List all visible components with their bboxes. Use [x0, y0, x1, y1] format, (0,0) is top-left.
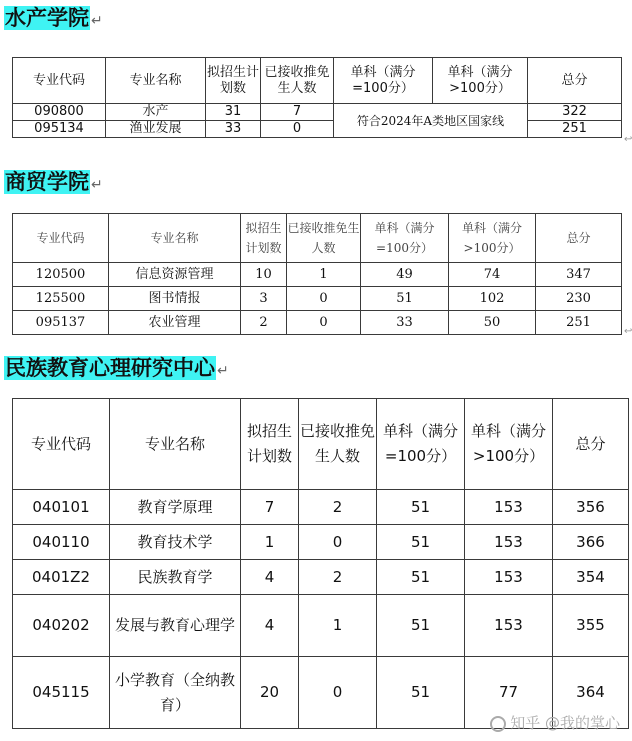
cell-plan: 1	[241, 525, 299, 560]
header-name: 专业名称	[106, 58, 206, 104]
table-header-row	[13, 214, 622, 263]
watermark	[490, 712, 620, 733]
cell-tuimian: 0	[287, 311, 361, 335]
paragraph-mark: ↵	[91, 177, 103, 193]
cell-tuimian: 0	[299, 525, 377, 560]
cell-total: 366	[553, 525, 629, 560]
table-end-mark: ↩	[624, 134, 632, 145]
cell-name: 渔业发展	[106, 121, 206, 138]
cell-tuimian: 0	[287, 287, 361, 311]
cell-single-gt100: 153	[465, 525, 553, 560]
paragraph-mark: ↵	[91, 13, 103, 29]
cell-code: 040202	[13, 595, 110, 657]
header-code: 专业代码	[13, 58, 106, 104]
cell-single-gt100: 50	[449, 311, 536, 335]
header-plan: 拟招生计划数	[206, 58, 261, 104]
cell-total: 354	[553, 560, 629, 595]
header-tuimian: 已接收推免生人数	[299, 399, 377, 490]
cell-single-100: 51	[377, 595, 465, 657]
table-row	[13, 263, 622, 287]
cell-total: 356	[553, 490, 629, 525]
header-name: 专业名称	[110, 399, 241, 490]
watermark-text: 知乎 @我的掌心	[510, 714, 620, 732]
section-title: 水产学院	[5, 6, 89, 30]
cell-total: 347	[536, 263, 622, 287]
cell-name: 信息资源管理	[109, 263, 241, 287]
header-total: 总分	[528, 58, 622, 104]
header-single-gt100: 单科（满分>100分）	[449, 214, 536, 263]
cell-single-100: 51	[377, 525, 465, 560]
cell-plan: 2	[241, 311, 287, 335]
cell-single-gt100: 74	[449, 263, 536, 287]
cell-total: 364	[553, 657, 629, 729]
cell-plan: 33	[206, 121, 261, 138]
cell-single-100: 33	[361, 311, 449, 335]
cell-code: 040110	[13, 525, 110, 560]
header-single-100: 单科（满分=100分）	[377, 399, 465, 490]
cell-plan: 7	[241, 490, 299, 525]
cell-single-gt100: 77	[465, 657, 553, 729]
cell-single-100: 49	[361, 263, 449, 287]
cell-single-gt100: 153	[465, 490, 553, 525]
table-row	[13, 287, 622, 311]
table-row	[13, 121, 622, 138]
header-single-gt100: 单科（满分>100分）	[465, 399, 553, 490]
cell-tuimian: 0	[261, 121, 334, 138]
cell-name: 水产	[106, 104, 206, 121]
table-header-row	[13, 58, 622, 104]
cell-tuimian: 7	[261, 104, 334, 121]
cell-plan: 10	[241, 263, 287, 287]
cell-code: 125500	[13, 287, 109, 311]
header-tuimian: 已接收推免生人数	[261, 58, 334, 104]
cell-tuimian: 1	[287, 263, 361, 287]
cell-merged-note: 符合2024年A类地区国家线	[334, 104, 528, 138]
cell-tuimian: 1	[299, 595, 377, 657]
cell-name: 发展与教育心理学	[110, 595, 241, 657]
cell-total: 230	[536, 287, 622, 311]
cell-code: 040101	[13, 490, 110, 525]
section-heading-minzu	[4, 353, 229, 383]
cell-total: 322	[528, 104, 622, 121]
paragraph-mark: ↵	[217, 363, 229, 379]
cell-single-100: 51	[377, 490, 465, 525]
cell-name: 小学教育（全纳教育）	[110, 657, 241, 729]
table-row	[13, 311, 622, 335]
cell-tuimian: 2	[299, 490, 377, 525]
zhihu-logo-icon	[490, 716, 506, 732]
table-row	[13, 595, 629, 657]
table-row	[13, 560, 629, 595]
table-row	[13, 104, 622, 121]
cell-name: 图书情报	[109, 287, 241, 311]
admission-table-shangmao	[12, 213, 622, 335]
header-plan: 拟招生计划数	[241, 399, 299, 490]
table-row	[13, 525, 629, 560]
header-code: 专业代码	[13, 399, 110, 490]
cell-plan: 3	[241, 287, 287, 311]
table-row	[13, 490, 629, 525]
header-code: 专业代码	[13, 214, 109, 263]
section-title: 民族教育心理研究中心	[5, 356, 215, 380]
cell-single-100: 51	[377, 560, 465, 595]
table-end-mark: ↩	[624, 326, 632, 337]
header-single-100: 单科（满分=100分）	[361, 214, 449, 263]
cell-total: 355	[553, 595, 629, 657]
cell-code: 095134	[13, 121, 106, 138]
cell-code: 095137	[13, 311, 109, 335]
cell-name: 民族教育学	[110, 560, 241, 595]
cell-code: 0401Z2	[13, 560, 110, 595]
cell-name: 教育学原理	[110, 490, 241, 525]
header-name: 专业名称	[109, 214, 241, 263]
section-heading-shuichan	[4, 3, 103, 33]
cell-single-100: 51	[377, 657, 465, 729]
header-single-100: 单科（满分=100分）	[334, 58, 433, 104]
header-tuimian: 已接收推免生人数	[287, 214, 361, 263]
cell-name: 农业管理	[109, 311, 241, 335]
section-title: 商贸学院	[5, 170, 89, 194]
admission-table-shuichan	[12, 57, 622, 138]
cell-tuimian: 0	[299, 657, 377, 729]
cell-single-gt100: 153	[465, 560, 553, 595]
section-heading-shangmao	[4, 167, 103, 197]
cell-plan: 4	[241, 595, 299, 657]
header-plan: 拟招生计划数	[241, 214, 287, 263]
cell-code: 045115	[13, 657, 110, 729]
cell-total: 251	[528, 121, 622, 138]
cell-total: 251	[536, 311, 622, 335]
cell-code: 090800	[13, 104, 106, 121]
cell-single-100: 51	[361, 287, 449, 311]
table-header-row	[13, 399, 629, 490]
cell-tuimian: 2	[299, 560, 377, 595]
header-single-gt100: 单科（满分>100分）	[433, 58, 528, 104]
cell-code: 120500	[13, 263, 109, 287]
header-total: 总分	[536, 214, 622, 263]
cell-plan: 4	[241, 560, 299, 595]
cell-name: 教育技术学	[110, 525, 241, 560]
cell-plan: 20	[241, 657, 299, 729]
cell-single-gt100: 153	[465, 595, 553, 657]
header-total: 总分	[553, 399, 629, 490]
cell-plan: 31	[206, 104, 261, 121]
admission-table-minzu	[12, 398, 629, 729]
cell-single-gt100: 102	[449, 287, 536, 311]
